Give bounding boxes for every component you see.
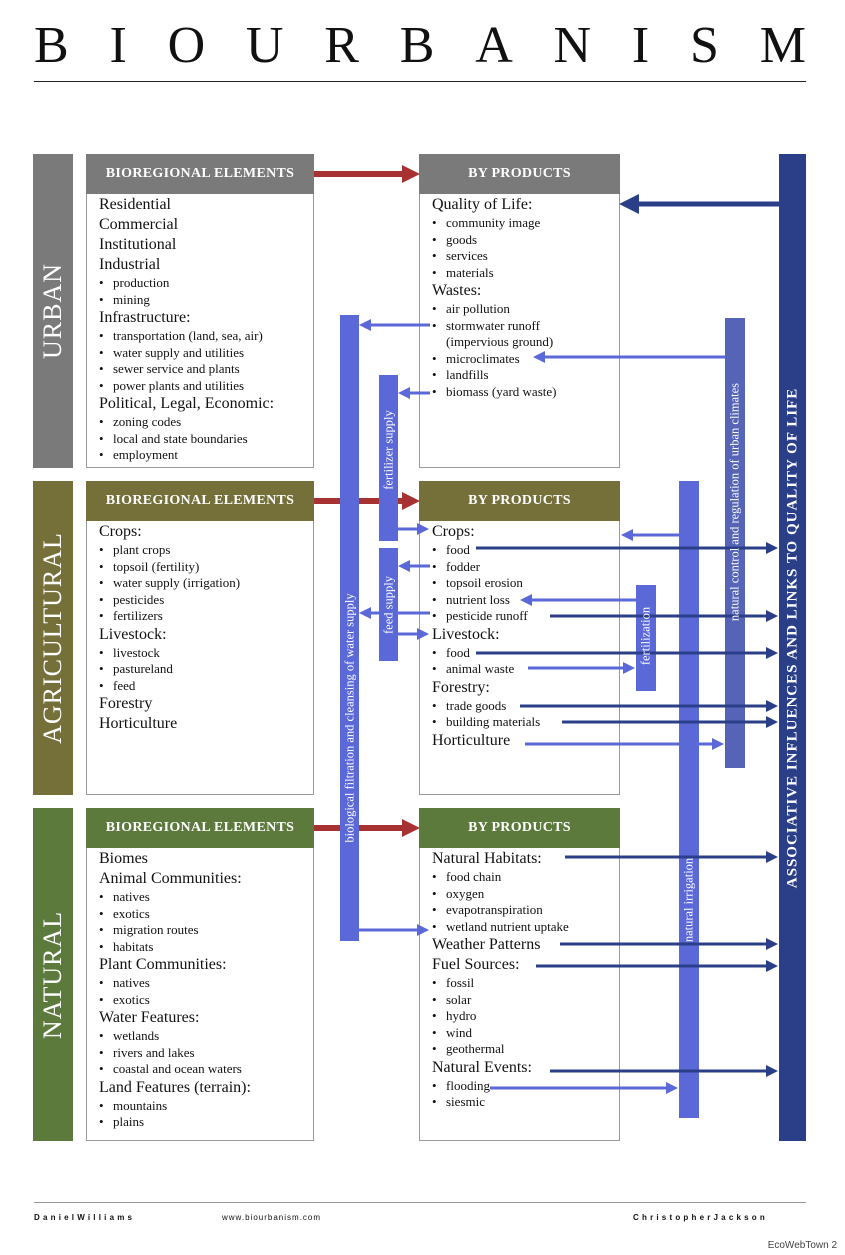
band-urban-label: URBAN xyxy=(38,262,68,360)
list-item: • exotics xyxy=(99,992,251,1009)
list-item: • wetland nutrient uptake xyxy=(432,919,569,936)
list-heading: Political, Legal, Economic: xyxy=(99,395,275,412)
list-item: • topsoil erosion xyxy=(432,575,540,592)
list-item: • plant crops xyxy=(99,542,240,559)
list-item: • feed xyxy=(99,678,240,695)
list-item: • sewer service and plants xyxy=(99,361,274,378)
footer-rule xyxy=(34,1202,806,1203)
list-heading: Livestock: xyxy=(432,625,500,643)
label-fertilization: fertilization xyxy=(638,606,653,666)
footer-left: DanielWilliams xyxy=(34,1213,136,1222)
list-item: • topsoil (fertility) xyxy=(99,559,240,576)
list-item: • plains xyxy=(99,1114,251,1131)
list-item: • mining xyxy=(99,292,274,309)
list-item: • wetlands xyxy=(99,1028,251,1045)
list-item: • flooding xyxy=(432,1078,569,1095)
list-heading: Natural Events: xyxy=(432,1058,532,1076)
list-heading: Water Features: xyxy=(99,1009,200,1026)
list-item: • power plants and utilities xyxy=(99,378,274,395)
list-heading: Commercial xyxy=(99,216,179,233)
list-heading: Infrastructure: xyxy=(99,309,191,326)
list-heading: Natural Habitats: xyxy=(432,850,542,867)
title-letter: A xyxy=(475,17,513,74)
list-item: • food xyxy=(432,645,540,662)
list-item: • transportation (land, sea, air) xyxy=(99,328,274,345)
list-item: • mountains xyxy=(99,1098,251,1115)
list-item: • animal waste xyxy=(432,661,540,678)
footer-center-link[interactable]: www.biourbanism.com xyxy=(222,1213,322,1222)
list-heading: Crops: xyxy=(432,523,475,540)
list-item: • food xyxy=(432,542,540,559)
list-item: • siesmic xyxy=(432,1094,569,1111)
label-natural-control: natural control and regulation of urban climates xyxy=(727,382,742,622)
list-item: • pastureland xyxy=(99,661,240,678)
list-item: • landfills xyxy=(432,367,556,384)
label-natural-irrigation: natural irrigation xyxy=(681,857,696,943)
label-fertilizer-supply: fertilizer supply xyxy=(381,410,396,490)
list-heading: Forestry: xyxy=(432,678,490,696)
list-item: • goods xyxy=(432,232,556,249)
label-biological-filtration: biological filtration and cleansing of water supply xyxy=(342,593,357,843)
list-item: • livestock xyxy=(99,645,240,662)
list-item: • natives xyxy=(99,889,251,906)
list-item: • microclimates xyxy=(432,351,556,368)
list-item: • fodder xyxy=(432,559,540,576)
list-heading: Plant Communities: xyxy=(99,956,227,973)
list-item: • geothermal xyxy=(432,1041,569,1058)
band-natural-label: NATURAL xyxy=(38,910,67,1039)
list-item: • oxygen xyxy=(432,886,569,903)
footer-right: ChristopherJackson xyxy=(633,1213,768,1222)
list-item: • production xyxy=(99,275,274,292)
list-heading: Fuel Sources: xyxy=(432,956,520,973)
list-item: • food chain xyxy=(432,869,569,886)
natural-byproducts-header: BY PRODUCTS xyxy=(419,808,620,848)
list-heading: Horticulture xyxy=(99,715,178,732)
list-item: • hydro xyxy=(432,1008,569,1025)
list-item: • biomass (yard waste) xyxy=(432,384,556,401)
list-heading: Residential xyxy=(99,196,171,213)
title-letter: U xyxy=(245,17,284,74)
list-item: • services xyxy=(432,248,556,265)
list-heading: Forestry xyxy=(99,695,153,712)
urban-elements-header: BIOREGIONAL ELEMENTS xyxy=(86,154,314,194)
list-heading: Biomes xyxy=(99,850,148,867)
list-item: • trade goods xyxy=(432,698,540,715)
natural-elements-header: BIOREGIONAL ELEMENTS xyxy=(86,808,314,848)
list-item: • natives xyxy=(99,975,251,992)
list-heading: Quality of Life: xyxy=(432,196,533,213)
list-heading: Crops: xyxy=(99,523,142,540)
list-item: • stormwater runoff xyxy=(432,318,556,335)
list-item: • water supply and utilities xyxy=(99,345,274,362)
band-agricultural-label: AGRICULTURAL xyxy=(38,532,68,744)
title-letter: B xyxy=(34,17,69,74)
title-letter: O xyxy=(167,17,206,74)
list-item: • rivers and lakes xyxy=(99,1045,251,1062)
list-item: • exotics xyxy=(99,906,251,923)
list-item: • pesticide runoff xyxy=(432,608,540,625)
list-item: • materials xyxy=(432,265,556,282)
list-heading: Horticulture xyxy=(432,731,511,749)
list-item: • community image xyxy=(432,215,556,232)
watermark: EcoWebTown 2 xyxy=(767,1240,837,1251)
list-item: (impervious ground) xyxy=(446,334,554,349)
list-item: • coastal and ocean waters xyxy=(99,1061,251,1078)
list-heading: Land Features (terrain): xyxy=(99,1078,251,1096)
title-letter: S xyxy=(690,17,719,74)
title-letter: M xyxy=(759,17,806,74)
list-item: • wind xyxy=(432,1025,569,1042)
list-item: • solar xyxy=(432,992,569,1009)
title-letter: B xyxy=(399,17,435,74)
list-heading: Livestock: xyxy=(99,625,167,643)
label-feed-supply: feed supply xyxy=(381,576,396,634)
bar-natural-irrigation xyxy=(679,481,699,1118)
list-item: • fossil xyxy=(432,975,569,992)
list-item: • building materials xyxy=(432,714,540,731)
list-item: • employment xyxy=(99,447,274,464)
urban-byproducts-header: BY PRODUCTS xyxy=(419,154,620,194)
list-heading: Animal Communities: xyxy=(99,870,242,887)
list-heading: Weather Patterns xyxy=(432,936,541,953)
list-item: • water supply (irrigation) xyxy=(99,575,240,592)
list-item: • pesticides xyxy=(99,592,240,609)
list-item: • habitats xyxy=(99,939,251,956)
list-item: • nutrient loss xyxy=(432,592,540,609)
list-heading: Industrial xyxy=(99,256,161,273)
title-letter: N xyxy=(553,17,592,74)
agricultural-byproducts-header: BY PRODUCTS xyxy=(419,481,620,521)
list-heading: Institutional xyxy=(99,236,177,253)
list-item: • migration routes xyxy=(99,922,251,939)
title-letter: I xyxy=(631,17,650,74)
title-letter: I xyxy=(109,17,127,74)
list-item: • local and state boundaries xyxy=(99,431,274,448)
list-item: • air pollution xyxy=(432,301,556,318)
agricultural-elements-header: BIOREGIONAL ELEMENTS xyxy=(86,481,314,521)
list-item: • evapotranspiration xyxy=(432,902,569,919)
list-heading: Wastes: xyxy=(432,282,482,299)
list-item: • fertilizers xyxy=(99,608,240,625)
label-associative: ASSOCIATIVE INFLUENCES AND LINKS TO QUALITY OF LIFE xyxy=(784,387,801,889)
list-item: • zoning codes xyxy=(99,414,274,431)
title-letter: R xyxy=(324,17,359,74)
